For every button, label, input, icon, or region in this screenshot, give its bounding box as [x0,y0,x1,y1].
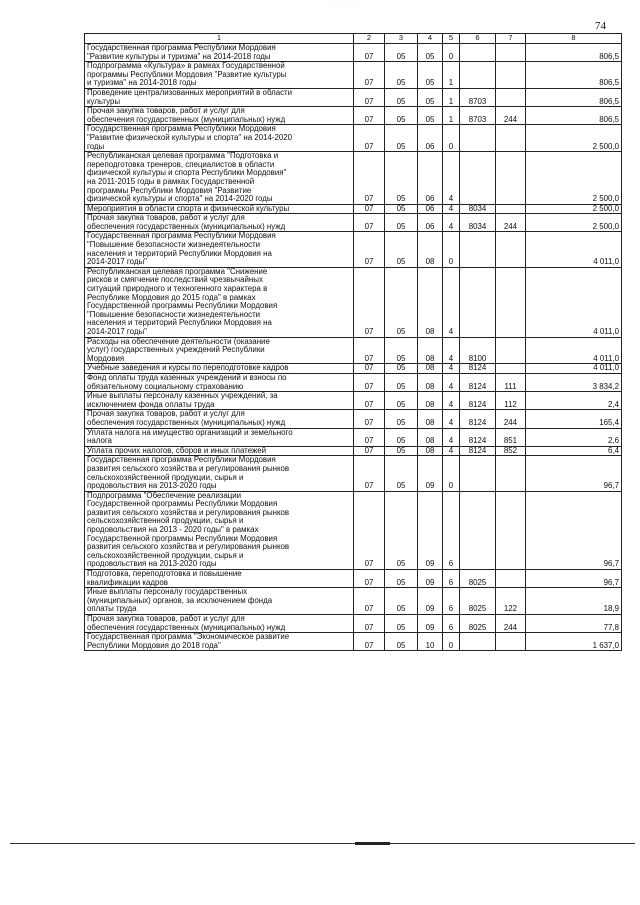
subprogram-code: 6 [443,615,460,633]
amount-value: 2,6 [526,428,622,446]
expense-type-code: 852 [496,446,526,456]
section-code: 07 [354,152,385,205]
program-code: 08 [418,364,443,374]
article-code [460,125,496,152]
column-header: 1 [85,34,354,44]
row-description: Прочая закупка товаров, работ и услуг для обеспечения государственных (муниципальных) нужд [85,615,354,633]
expense-type-code [496,204,526,214]
table-row [85,364,622,374]
program-code: 05 [418,44,443,62]
subprogram-code: 6 [443,491,460,569]
subprogram-code: 0 [443,633,460,651]
expense-type-code: 122 [496,588,526,615]
section-code: 07 [354,373,385,391]
amount-value: 806,5 [526,44,622,62]
section-code: 07 [354,456,385,491]
amount-value: 6,4 [526,446,622,456]
subprogram-code: 4 [443,446,460,456]
table-row [85,410,622,428]
article-code [460,633,496,651]
subprogram-code: 4 [443,337,460,364]
budget-table [84,33,622,651]
subprogram-code: 0 [443,232,460,267]
program-code: 08 [418,267,443,337]
table-row [85,570,622,588]
row-description: Мероприятия в области спорта и физической культуры [85,204,354,214]
row-description: Прочая закупка товаров, работ и услуг для обеспечения государственных (муниципальных) нужд [85,410,354,428]
subprogram-code: 4 [443,364,460,374]
program-code: 09 [418,588,443,615]
amount-value: 4 011,0 [526,232,622,267]
amount-value: 96,7 [526,456,622,491]
program-code: 08 [418,392,443,410]
article-code: 8703 [460,88,496,106]
row-description: Республиканская целевая программа "Подготовка и переподготовка тренеров, специалистов в области физической культуры и спорта Республики Мордовия" на 2011-2015 годы в рамках Государственной программы Республики Мордовия "Развитие физической культуры и спорта" на 2014-2020 годы [85,152,354,205]
article-code [460,62,496,89]
subsection-code: 05 [385,152,418,205]
section-code: 07 [354,446,385,456]
amount-value: 165,4 [526,410,622,428]
subsection-code: 05 [385,456,418,491]
article-code: 8124 [460,410,496,428]
section-code: 07 [354,570,385,588]
subprogram-code: 0 [443,125,460,152]
amount-value: 96,7 [526,570,622,588]
row-description: Государственная программа Республики Мордовия "Повышение безопасности жизнедеятельности населения и территорий Республики Мордовия на 2014-2017 годы" [85,232,354,267]
table-row [85,107,622,125]
amount-value: 2 500,0 [526,125,622,152]
article-code: 8100 [460,337,496,364]
article-code: 8034 [460,214,496,232]
section-code: 07 [354,410,385,428]
program-code: 05 [418,62,443,89]
section-code: 07 [354,125,385,152]
section-code: 07 [354,428,385,446]
subsection-code: 05 [385,214,418,232]
expense-type-code [496,570,526,588]
expense-type-code [496,337,526,364]
subprogram-code: 4 [443,214,460,232]
program-code: 08 [418,373,443,391]
section-code: 07 [354,392,385,410]
article-code [460,232,496,267]
article-code: 8703 [460,107,496,125]
table-row [85,456,622,491]
section-code: 07 [354,88,385,106]
subsection-code: 05 [385,267,418,337]
section-code: 07 [354,364,385,374]
row-description: Республиканская целевая программа "Снижение рисков и смягчение последствий чрезвычайных ситуаций природного и техногенного характера в Республике Мордовия до 2015 года" в рамках Государственной программы Республики Мордовия "Повышение безопасности жизнедеятельности населения и территорий Республики Мордовия на 2014-2017 годы" [85,267,354,337]
article-code [460,491,496,569]
table-row [85,392,622,410]
table-row [85,337,622,364]
subsection-code: 05 [385,125,418,152]
program-code: 09 [418,570,443,588]
program-code: 06 [418,214,443,232]
subsection-code: 05 [385,44,418,62]
subsection-code: 05 [385,615,418,633]
subsection-code: 05 [385,446,418,456]
article-code: 8124 [460,364,496,374]
table-row [85,267,622,337]
row-description: Уплата налога на имущество организаций и земельного налога [85,428,354,446]
program-code: 08 [418,410,443,428]
table-row [85,588,622,615]
row-description: Подпрограмма «Культура» в рамках Государственной программы Республики Мордовия "Развитие культуры и туризма" на 2014-2018 годы [85,62,354,89]
program-code: 08 [418,232,443,267]
subsection-code: 05 [385,392,418,410]
table-row [85,491,622,569]
amount-value: 4 011,0 [526,364,622,374]
program-code: 09 [418,456,443,491]
page-bottom-rule [10,843,635,844]
subprogram-code: 1 [443,88,460,106]
article-code: 8025 [460,615,496,633]
amount-value: 2,4 [526,392,622,410]
column-header: 3 [385,34,418,44]
subprogram-code: 0 [443,456,460,491]
article-code: 8025 [460,570,496,588]
row-description: Государственная программа Республики Мордовия "Развитие физической культуры и спорта" на 2014-2020 годы [85,125,354,152]
expense-type-code: 112 [496,392,526,410]
expense-type-code: 244 [496,410,526,428]
amount-value: 77,8 [526,615,622,633]
subprogram-code: 4 [443,152,460,205]
header-row [85,34,622,44]
amount-value: 1 637,0 [526,633,622,651]
section-code: 07 [354,633,385,651]
page-number: 74 [595,20,606,32]
program-code: 10 [418,633,443,651]
table-row [85,88,622,106]
expense-type-code: 244 [496,615,526,633]
table-row [85,615,622,633]
article-code: 8124 [460,392,496,410]
row-description: Государственная программа "Экономическое развитие Республики Мордовия до 2018 года" [85,633,354,651]
table-row [85,446,622,456]
row-description: Прочая закупка товаров, работ и услуг для обеспечения государственных (муниципальных) нужд [85,107,354,125]
scan-marks: · · · · [330,2,357,8]
expense-type-code [496,232,526,267]
subsection-code: 05 [385,107,418,125]
subprogram-code: 4 [443,410,460,428]
subprogram-code: 4 [443,373,460,391]
row-description: Учебные заведения и курсы по переподготовке кадров [85,364,354,374]
expense-type-code [496,267,526,337]
table-row [85,125,622,152]
table-row [85,214,622,232]
expense-type-code [496,152,526,205]
amount-value: 2 500,0 [526,152,622,205]
program-code: 09 [418,615,443,633]
section-code: 07 [354,44,385,62]
row-description: Иные выплаты персоналу казенных учреждений, за исключением фонда оплаты труда [85,392,354,410]
row-description: Уплата прочих налогов, сборов и иных платежей [85,446,354,456]
table-row [85,44,622,62]
row-description: Проведение централизованных мероприятий в области культуры [85,88,354,106]
program-code: 06 [418,125,443,152]
expense-type-code: 851 [496,428,526,446]
expense-type-code [496,44,526,62]
program-code: 08 [418,428,443,446]
article-code: 8124 [460,428,496,446]
program-code: 05 [418,88,443,106]
expense-type-code [496,491,526,569]
expense-type-code [496,364,526,374]
article-code [460,456,496,491]
row-description: Прочая закупка товаров, работ и услуг для обеспечения государственных (муниципальных) нужд [85,214,354,232]
column-header: 4 [418,34,443,44]
subsection-code: 05 [385,570,418,588]
article-code [460,152,496,205]
amount-value: 806,5 [526,62,622,89]
expense-type-code: 244 [496,107,526,125]
column-header: 6 [460,34,496,44]
section-code: 07 [354,204,385,214]
scan-artifact-line [355,842,390,845]
program-code: 09 [418,491,443,569]
program-code: 08 [418,446,443,456]
row-description: Иные выплаты персоналу государственных (муниципальных) органов, за исключением фонда оплаты труда [85,588,354,615]
column-header: 5 [443,34,460,44]
article-code: 8025 [460,588,496,615]
program-code: 06 [418,152,443,205]
section-code: 07 [354,107,385,125]
program-code: 08 [418,337,443,364]
subprogram-code: 4 [443,267,460,337]
amount-value: 4 011,0 [526,267,622,337]
subsection-code: 05 [385,410,418,428]
expense-type-code [496,62,526,89]
article-code [460,267,496,337]
subprogram-code: 0 [443,44,460,62]
expense-type-code [496,456,526,491]
row-description: Подготовка, переподготовка и повышение квалификации кадров [85,570,354,588]
subsection-code: 05 [385,428,418,446]
amount-value: 2 500,0 [526,214,622,232]
section-code: 07 [354,267,385,337]
expense-type-code: 111 [496,373,526,391]
row-description: Фонд оплаты труда казенных учреждений и взносы по обязательному социальному страхованию [85,373,354,391]
table-row [85,373,622,391]
subsection-code: 05 [385,62,418,89]
table-row [85,204,622,214]
section-code: 07 [354,232,385,267]
column-header: 8 [526,34,622,44]
article-code: 8124 [460,446,496,456]
subprogram-code: 6 [443,588,460,615]
subprogram-code: 6 [443,570,460,588]
table-row [85,152,622,205]
subsection-code: 05 [385,337,418,364]
article-code: 8124 [460,373,496,391]
amount-value: 806,5 [526,88,622,106]
table-row [85,633,622,651]
section-code: 07 [354,62,385,89]
section-code: 07 [354,337,385,364]
row-description: Расходы на обеспечение деятельности (оказание услуг) государственных учреждений Республики Мордовия [85,337,354,364]
subsection-code: 05 [385,633,418,651]
subprogram-code: 4 [443,428,460,446]
expense-type-code: 244 [496,214,526,232]
subsection-code: 05 [385,364,418,374]
amount-value: 18,9 [526,588,622,615]
subsection-code: 05 [385,491,418,569]
program-code: 05 [418,107,443,125]
table-row [85,232,622,267]
table-header [85,34,622,44]
column-header: 2 [354,34,385,44]
table-body [85,44,622,651]
amount-value: 3 834,2 [526,373,622,391]
subsection-code: 05 [385,204,418,214]
subprogram-code: 1 [443,62,460,89]
row-description: Государственная программа Республики Мордовия "Развитие культуры и туризма" на 2014-2018 годы [85,44,354,62]
subprogram-code: 1 [443,107,460,125]
expense-type-code [496,125,526,152]
section-code: 07 [354,491,385,569]
program-code: 06 [418,204,443,214]
subprogram-code: 4 [443,204,460,214]
article-code [460,44,496,62]
row-description: Государственная программа Республики Мордовия развития сельского хозяйства и регулирования рынков сельскохозяйственной продукции, сырья и продовольствия на 2013-2020 годы [85,456,354,491]
section-code: 07 [354,588,385,615]
article-code: 8034 [460,204,496,214]
column-header: 7 [496,34,526,44]
subsection-code: 05 [385,373,418,391]
amount-value: 96,7 [526,491,622,569]
expense-type-code [496,88,526,106]
row-description: Подпрограмма "Обеспечение реализации Государственной программы Республики Мордовия развития сельского хозяйства и регулирования рынков сельскохозяйственной продукции, сырья и продовольствия на 2013 - 2020 годы" в рамках Государственной программы Республики Мордовия развития сельского хозяйства и регулирования рынков сельскохозяйственной продукции, сырья и продовольствия на 2013-2020 годы [85,491,354,569]
section-code: 07 [354,615,385,633]
subsection-code: 05 [385,88,418,106]
expense-type-code [496,633,526,651]
section-code: 07 [354,214,385,232]
table-row [85,62,622,89]
amount-value: 4 011,0 [526,337,622,364]
subsection-code: 05 [385,232,418,267]
amount-value: 806,5 [526,107,622,125]
subsection-code: 05 [385,588,418,615]
table-row [85,428,622,446]
amount-value: 2 500,0 [526,204,622,214]
subprogram-code: 4 [443,392,460,410]
